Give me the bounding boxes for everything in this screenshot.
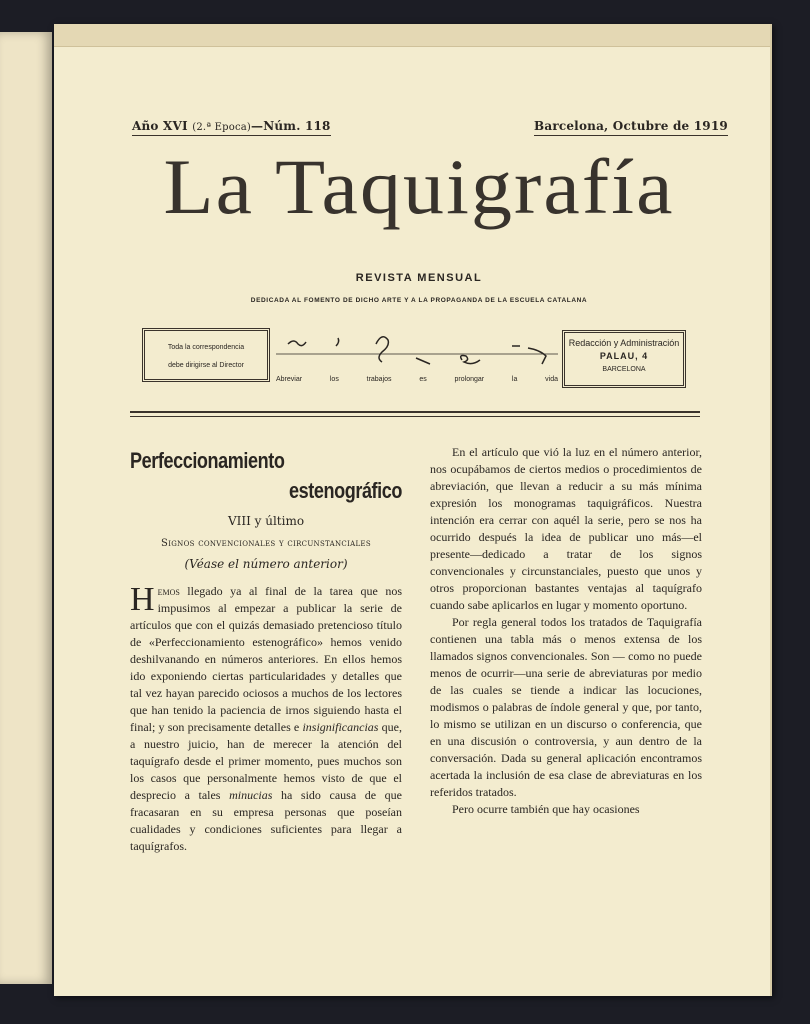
- paragraph-1-text-c: ha sido causa de que fracasaran en su empresa personas que poseían cualidades y condiciones suficientes para llegar a taquígrafos.: [130, 788, 403, 853]
- shorthand-sign-4: [416, 358, 430, 364]
- issue-number: —Núm. 118: [251, 119, 331, 133]
- article-part: VIII y último: [227, 514, 305, 528]
- motto-word: la: [511, 376, 518, 383]
- administration-box: [562, 330, 686, 388]
- issue-epoch: (2.ª Epoca): [192, 122, 252, 133]
- article-title-line-1: Perfeccionamiento: [130, 448, 285, 473]
- shorthand-motto-words: [276, 376, 558, 383]
- masthead-title: La Taquigrafía: [163, 143, 675, 230]
- page-top-edge: [54, 24, 770, 47]
- issue-info: [132, 119, 331, 136]
- shorthand-motto-graphic: [276, 330, 558, 374]
- shorthand-sign-3: [376, 337, 388, 362]
- motto-word: es: [419, 376, 427, 383]
- shorthand-sign-5: [461, 356, 480, 364]
- motto-word: Abreviar: [276, 376, 303, 383]
- correspondence-line-2: debe dirigirse al Director: [168, 362, 244, 369]
- issue-year: Año XVI: [132, 119, 188, 133]
- motto-word: trabajos: [366, 376, 392, 383]
- motto-word: los: [329, 376, 339, 383]
- article-paragraph-3: Por regla general todos los tratados de Taquigrafía contienen una tabla más o menos extensa de los llamados signos convencionales. Son — como no puede menos de ocurrir—una serie de abreviaturas por medio de las cuales se tiende a indicar las locuciones, modismos o palabras de índole general y que, por tanto, lo mismo se utilizan en un discurso o conferencia, que en una discusión o controversia, y aun dentro de la conversación. Dada su general aplicación encontramos acertada la inclusión de esa clase de abreviaturas en los referidos tratados.: [430, 615, 702, 799]
- article-paragraph-1: [130, 583, 402, 855]
- paragraph-1-text-b: que, a nuestro juicio, han de merecer la atención del taquígrafo desde el primer momento, pues muchos son los casos que personalmente hemos visto de que el desprecio a tales: [130, 720, 402, 802]
- article-see-also: (Véase el número anterior): [184, 557, 348, 571]
- shorthand-sign-2: [336, 338, 339, 346]
- article-paragraph-4: Pero ocurre también que hay ocasiones: [452, 802, 640, 816]
- administration-city: BARCELONA: [602, 366, 646, 373]
- divider-thick: [130, 411, 700, 413]
- paragraph-1-text-a: llegado ya al final de la tarea que nos impusimos al empezar a publicar la serie de artículos que con el quizás demasiado pretencioso título de «Perfeccionamiento estenográfico» hemos venido deshilvanando en números anteriores. En ellos hemos ido exponiendo ciertas particularidades y detalles que tal vez hayan parecido ociosos a muchos de los lectores que han tenido la paciencia de irnos siguiendo hasta el final; y son precisamente detalles e: [130, 584, 402, 734]
- administration-line-1: Redacción y Administración: [568, 338, 680, 348]
- divider-thin: [130, 416, 700, 417]
- correspondence-box: [142, 328, 270, 382]
- article-title-line-2: estenográfico: [289, 478, 402, 503]
- article-column-right: [430, 444, 702, 818]
- motto-word: prolongar: [454, 376, 485, 383]
- place-date: Barcelona, Octubre de 1919: [534, 119, 728, 136]
- drop-cap: H: [130, 581, 155, 618]
- shorthand-sign-1: [288, 341, 306, 346]
- motto-word: vida: [545, 376, 558, 383]
- magazine-page: [54, 24, 772, 996]
- correspondence-line-1: Toda la correspondencia: [167, 344, 245, 351]
- article-column-left: [130, 448, 402, 855]
- shorthand-sign-7: [528, 348, 546, 364]
- masthead-dedication: DEDICADA AL FOMENTO DE DICHO ARTE Y A LA PROPAGANDA DE LA ESCUELA CATALANA: [250, 297, 588, 304]
- emphasis-minucias: minucias: [229, 788, 273, 802]
- masthead-subtitle: REVISTA MENSUAL: [355, 272, 483, 284]
- lead-word: emos: [157, 584, 180, 598]
- emphasis-insignificancias: insignificancias: [302, 720, 379, 734]
- administration-address: PALAU, 4: [599, 351, 649, 361]
- article-paragraph-2: En el artículo que vió la luz en el número anterior, nos ocupábamos de ciertos medios o procedimientos de abreviación, que llevan a reducir a su más mínima expresión los monogramas taquigráficos. Nuestra intención era cerrar con aquél la serie, pero se nos ha ocurrido después la idea de publicar uno más—el presente—dedicado a tratar de los signos convencionales y circunstanciales, puesto que unos y otros proporcionan bastantes ventajas al taquígrafo cuando sabe aplicarlos en lugar y momento oportuno.: [430, 445, 702, 612]
- facing-page-edge: [0, 32, 52, 984]
- article-section: Signos convencionales y circunstanciales: [161, 538, 371, 549]
